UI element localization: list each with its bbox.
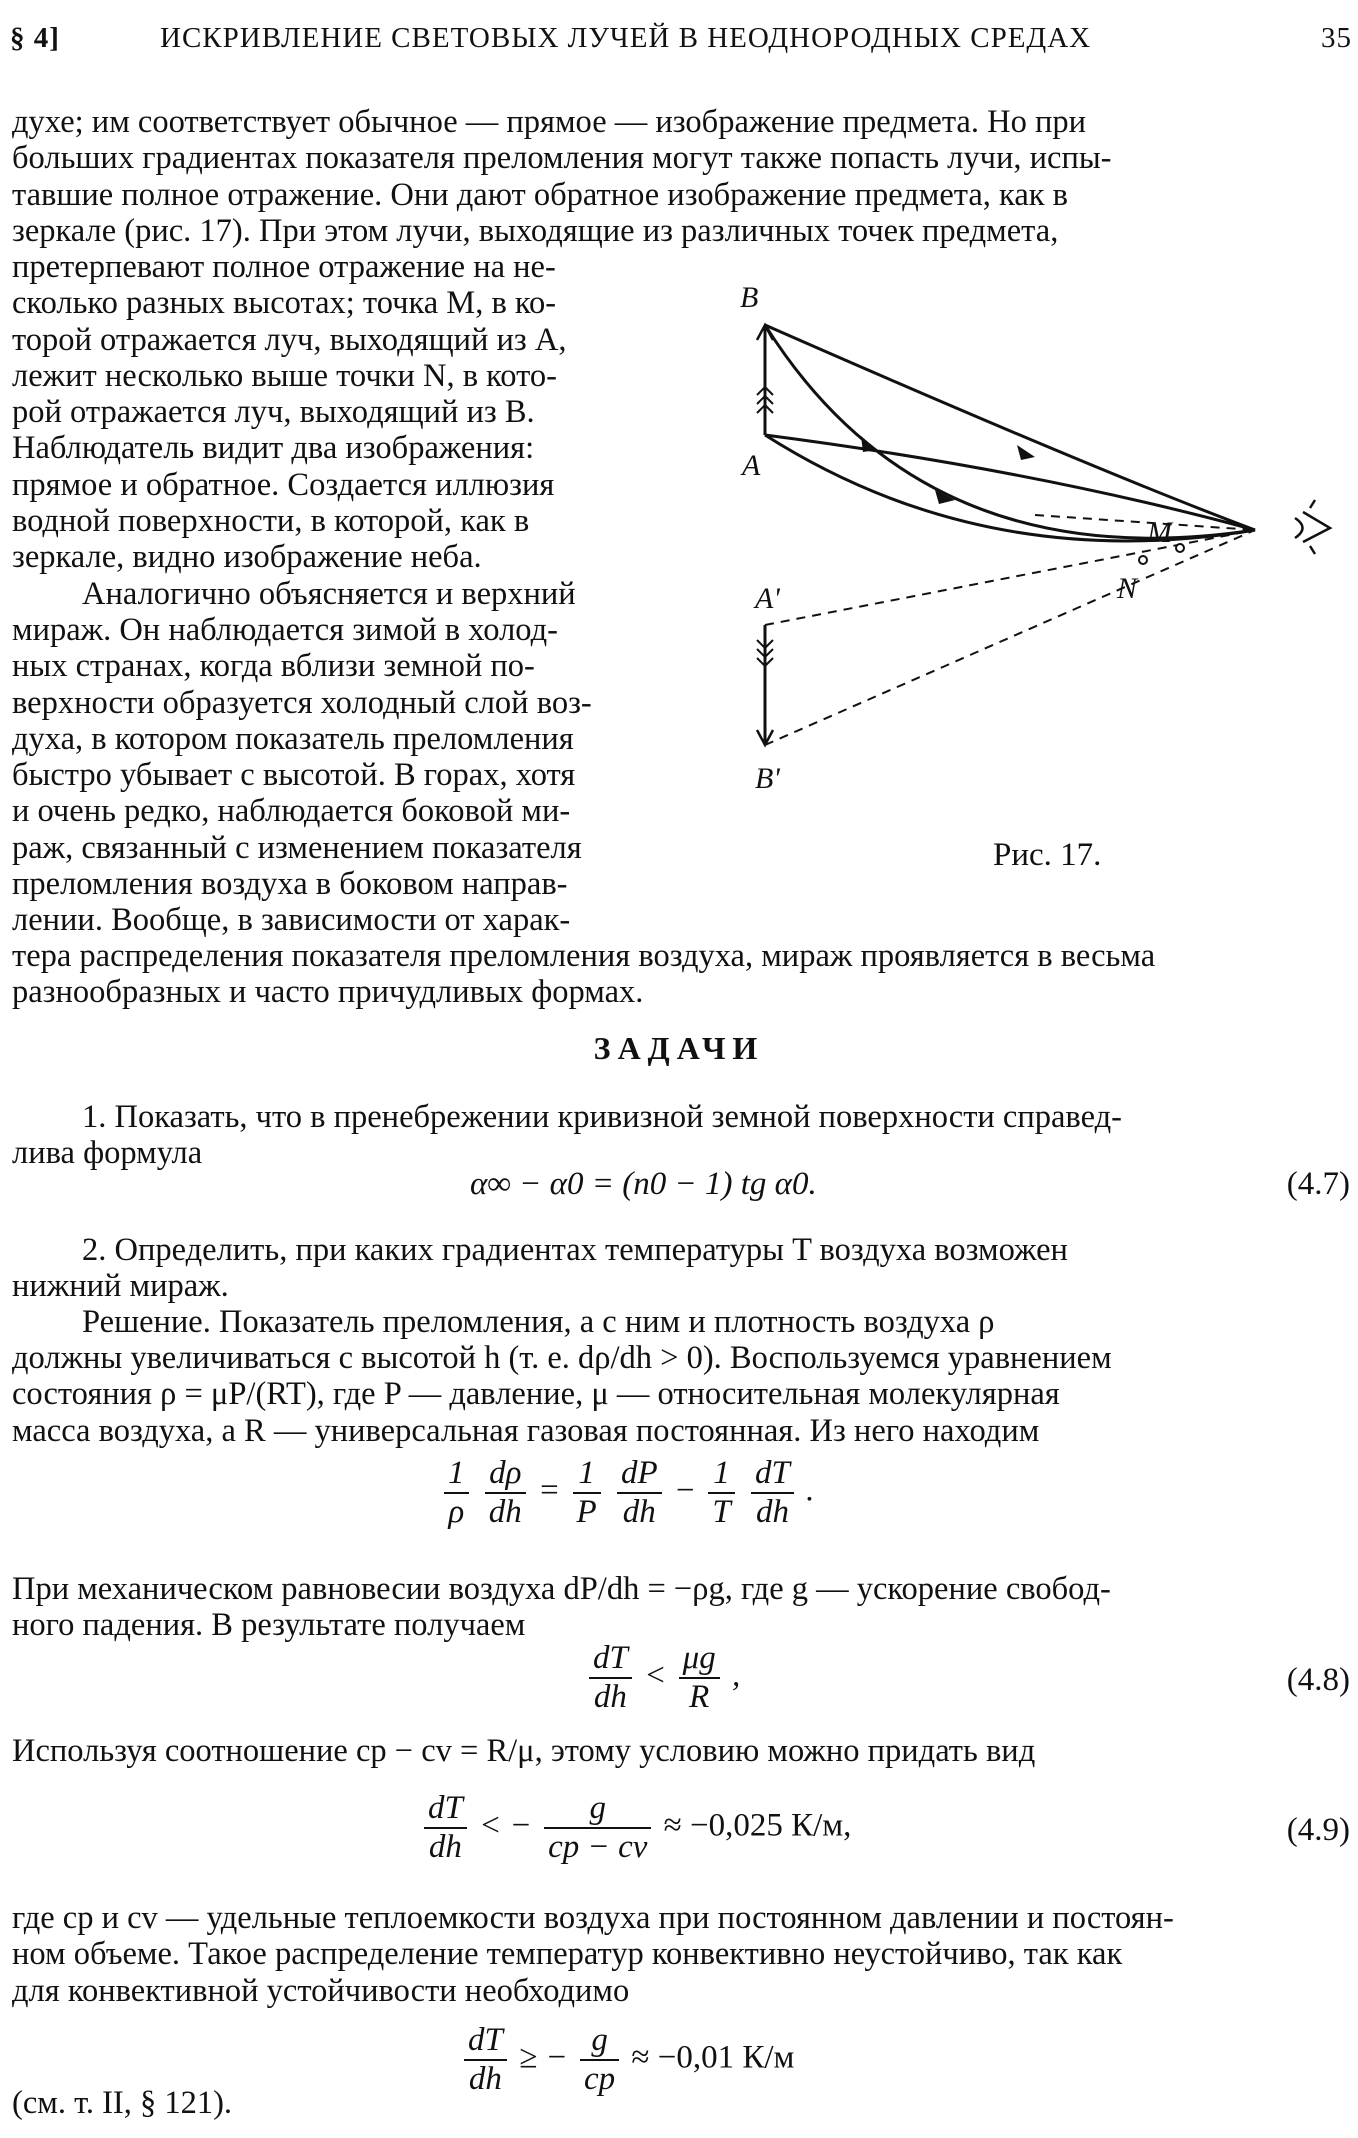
label-N: N xyxy=(1117,572,1138,605)
label-B-prime: B' xyxy=(755,762,780,795)
text-line: духа, в котором показатель преломления xyxy=(12,720,574,757)
text-line: и очень редко, наблюдается боковой ми- xyxy=(12,793,571,830)
text-line: сколько разных высотах; точка M, в ко- xyxy=(12,285,557,322)
equation-4-8: $\frac{dT}{dh}$ < $\frac{\mu g}{R}$ , xyxy=(585,1640,740,1716)
text-line: должны увеличиваться с высотой h (т. е. dρ/dh > 0). Воспользуемся уравнением xyxy=(12,1340,1112,1376)
problem-2-cont xyxy=(12,1268,1348,1304)
problem-2 xyxy=(12,1232,1348,1268)
wrapped-paragraph-2 xyxy=(12,576,726,612)
text-line: ном объеме. Такое распределение температур конвективно неустойчиво, так как xyxy=(12,1936,1123,1973)
text-line: При механическом равновесии воздуха dP/dh = −ρg, где g — ускорение свобод- xyxy=(12,1571,1111,1607)
reference-line xyxy=(12,2085,1348,2121)
text-line: духе; им соответствует обычное — прямое — изображение предмета. Но при xyxy=(12,104,1086,140)
text-line: масса воздуха, а R — универсальная газовая постоянная. Из него находим xyxy=(12,1412,1040,1449)
text-line: нижний мираж. xyxy=(12,1268,229,1304)
equation-4-9: $\frac{dT}{dh}$ < − $\frac{g}{cp - cv}$ ≈ −0,025 К/м, xyxy=(420,1790,851,1866)
equation-number-4-8: (4.8) xyxy=(1286,1662,1350,1698)
equation-number-4-7: (4.7) xyxy=(1286,1166,1350,1202)
text-line: где cp и cv — удельные теплоемкости воздуха при постоянном давлении и постоян- xyxy=(12,1900,1174,1936)
figure-caption: Рис. 17. xyxy=(993,837,1102,873)
text-line: Аналогично объясняется и верхний xyxy=(82,576,576,612)
text-line: торой отражается луч, выходящий из A, xyxy=(12,321,567,358)
text-line: (см. т. II, § 121). xyxy=(12,2085,233,2121)
text-line: тавшие полное отражение. Они дают обратное изображение предмета, как в xyxy=(12,176,1069,213)
text-line: прямое и обратное. Создается иллюзия xyxy=(12,466,555,503)
equation-number-4-9: (4.9) xyxy=(1286,1812,1350,1848)
label-B: B xyxy=(740,281,759,314)
text-line: Решение. Показатель преломления, а с ним и плотность воздуха ρ xyxy=(82,1304,995,1340)
text-line: лежит несколько выше точки N, в кото- xyxy=(12,357,557,394)
equation-density-derivative: $\frac{1}{\rho}$ $\frac{d\rho}{dh}$ = $\frac{1}{P}$ $\frac{dP}{dh}$ − $\frac{1}{T}$ $\frac{dT}{dh}$ . xyxy=(440,1455,814,1531)
problem-1 xyxy=(12,1099,1348,1135)
section-number: § 4] xyxy=(10,22,60,54)
text-line: преломления воздуха в боковом направ- xyxy=(12,866,568,903)
text-line: быстро убывает с высотой. В горах, хотя xyxy=(12,757,576,794)
label-A: A xyxy=(742,449,761,482)
text-line: 1. Показать, что в пренебрежении кривизной земной поверхности справед- xyxy=(82,1099,1122,1135)
eye-icon xyxy=(1295,500,1330,554)
solution-first-line xyxy=(12,1304,1348,1340)
text-line: зеркале, видно изображение неба. xyxy=(12,539,482,576)
text-line: 2. Определить, при каких градиентах температуры T воздуха возможен xyxy=(82,1232,1068,1268)
running-title: ИСКРИВЛЕНИЕ СВЕТОВЫХ ЛУЧЕЙ В НЕОДНОРОДНЫХ СРЕДАХ xyxy=(160,22,1092,54)
text-line: для конвективной устойчивости необходимо xyxy=(12,1972,630,2009)
problems-heading: ЗАДАЧИ xyxy=(593,1030,765,1066)
text-line: ного падения. В результате получаем xyxy=(12,1607,526,1644)
running-header xyxy=(10,22,1352,66)
wrapped-paragraph-2-cont xyxy=(12,612,726,939)
wrapped-paragraph-1 xyxy=(12,249,726,576)
text-line: зеркале (рис. 17). При этом лучи, выходящие из различных точек предмета, xyxy=(12,212,1059,249)
point-N-marker xyxy=(1139,556,1147,564)
equation-stability-condition: $\frac{dT}{dh}$ ≥ − $\frac{g}{cp}$ ≈ −0,01 К/м xyxy=(460,2022,794,2098)
using-relation-line xyxy=(12,1733,1348,1769)
text-line: мираж. Он наблюдается зимой в холод- xyxy=(12,612,558,648)
solution-paragraph xyxy=(12,1340,1348,1449)
heat-capacity-paragraph xyxy=(12,1900,1348,2009)
label-A-prime: A' xyxy=(755,582,780,615)
point-M-marker xyxy=(1176,544,1184,552)
ray-paths xyxy=(765,325,1255,541)
text-line: больших градиентах показателя преломления могут также попасть лучи, испы- xyxy=(12,140,1112,177)
text-line: Наблюдатель видит два изображения: xyxy=(12,430,535,467)
intro-paragraph xyxy=(12,104,1348,249)
page-number: 35 xyxy=(1321,22,1352,54)
text-line: тера распределения показателя преломления воздуха, мираж проявляется в весьма xyxy=(12,938,1156,974)
text-line: верхности образуется холодный слой воз- xyxy=(12,684,592,721)
text-line: раж, связанный с изменением показателя xyxy=(12,829,582,866)
mechanical-equilibrium-paragraph xyxy=(12,1571,1348,1644)
text-line: разнообразных и часто причудливых формах. xyxy=(12,974,644,1011)
text-line: Используя соотношение cp − cv = R/μ, этому условию можно придать вид xyxy=(12,1733,1036,1769)
text-line: рой отражается луч, выходящий из B. xyxy=(12,394,535,431)
text-line: ных странах, когда вблизи земной по- xyxy=(12,648,535,685)
label-M: M xyxy=(1147,516,1172,549)
equation-4-7: α∞ − α0 = (n0 − 1) tg α0. xyxy=(470,1166,817,1202)
text-line: претерпевают полное отражение на не- xyxy=(12,249,556,285)
text-line: лива формула xyxy=(12,1135,203,1171)
text-line: водной поверхности, в которой, как в xyxy=(12,503,530,540)
paragraph-2-end xyxy=(12,938,1348,1011)
figure-17 xyxy=(735,280,1335,840)
text-line: лении. Вообще, в зависимости от харак- xyxy=(12,902,571,939)
text-line: состояния ρ = μP/(RT), где P — давление, μ — относительная молекулярная xyxy=(12,1376,1060,1413)
